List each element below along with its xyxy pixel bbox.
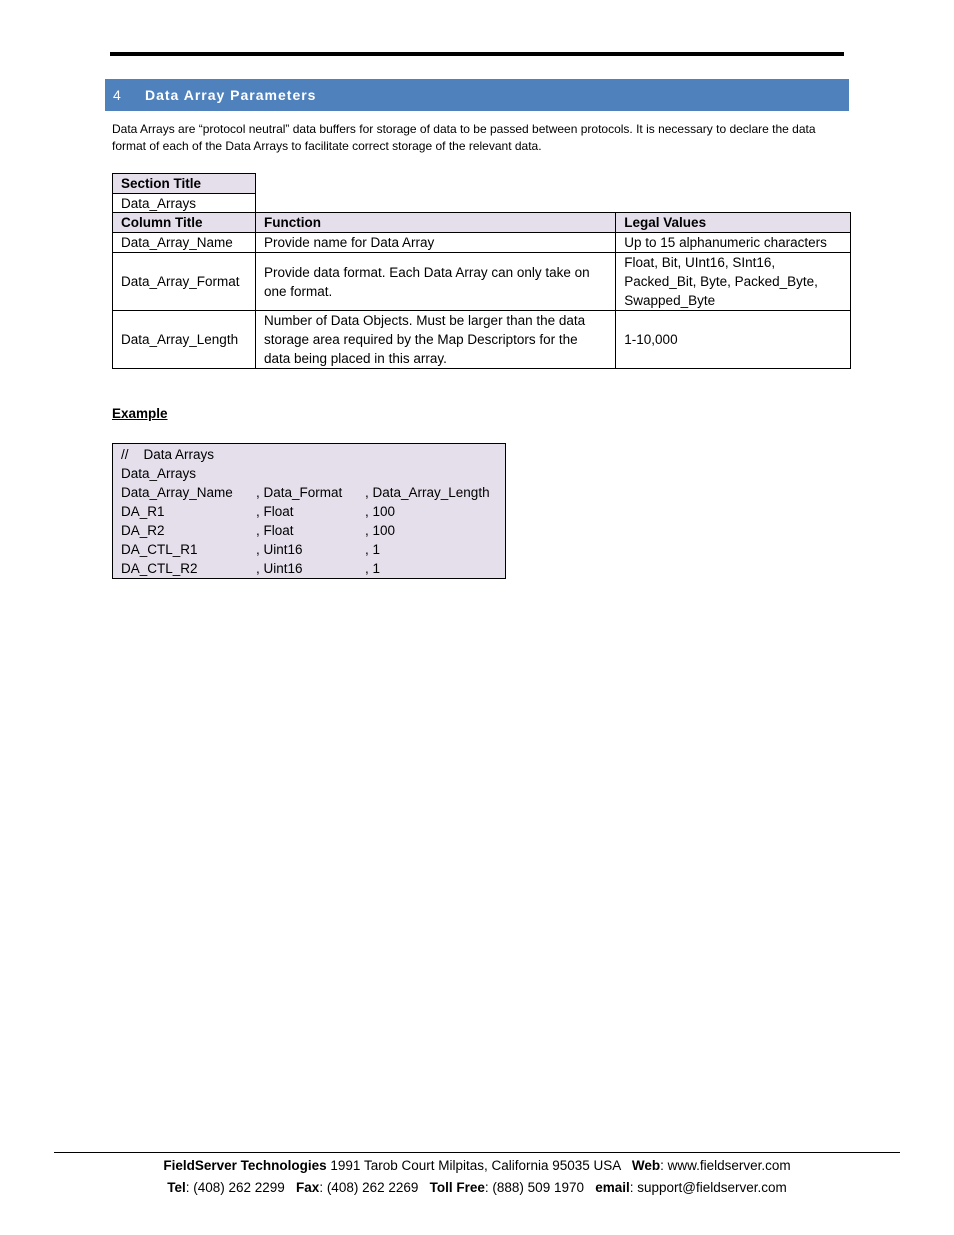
table-cell: Provide data format. Each Data Array can only take on one format. [255, 253, 615, 311]
footer-line-2 [0, 1180, 954, 1195]
table-cell: Float, Bit, UInt16, SInt16, Packed_Bit, Byte, Packed_Byte, Swapped_Byte [616, 253, 851, 311]
example-cell: DA_CTL_R2 [121, 561, 198, 576]
table-cell: Up to 15 alphanumeric characters [616, 233, 851, 253]
example-row [121, 521, 497, 540]
footer-tollfree-label: Toll Free [429, 1180, 485, 1195]
table-row [113, 311, 851, 369]
section-title-table [112, 173, 256, 214]
table-cell: Data_Array_Name [113, 233, 256, 253]
example-cell: , Float [256, 523, 294, 538]
column-header: Function [255, 213, 615, 233]
section-title-value: Data_Arrays [113, 194, 256, 214]
example-cell: , Uint16 [256, 542, 303, 557]
table-cell: 1-10,000 [616, 311, 851, 369]
parameters-table [112, 212, 851, 369]
footer-company: FieldServer Technologies [163, 1158, 327, 1173]
section-title: Data Array Parameters [145, 87, 317, 103]
example-comment: // Data Arrays [121, 447, 215, 462]
footer-line-1 [0, 1158, 954, 1173]
example-row [121, 502, 497, 521]
example-cell: DA_R2 [121, 523, 165, 538]
example-row [121, 483, 497, 502]
footer-address: 1991 Tarob Court Milpitas, California 95035 USA [326, 1158, 632, 1173]
example-cell: , Float [256, 504, 294, 519]
example-cell: DA_CTL_R1 [121, 542, 198, 557]
table-header-row [113, 213, 851, 233]
example-cell: , Data_Array_Length [365, 485, 490, 500]
table-cell: Number of Data Objects. Must be larger than the data storage area required by the Map Descriptors for the data being placed in this array. [255, 311, 615, 369]
section-heading [105, 79, 849, 111]
footer-fax: : (408) 262 2269 [319, 1180, 430, 1195]
column-header: Legal Values [616, 213, 851, 233]
example-row [121, 559, 497, 578]
example-cell: , 100 [365, 504, 396, 519]
example-cell: , 1 [365, 542, 381, 557]
example-code-box [112, 443, 506, 579]
example-cell: , Uint16 [256, 561, 303, 576]
example-section: Data_Arrays [121, 466, 197, 481]
example-row [121, 540, 497, 559]
example-heading: Example [112, 406, 168, 421]
footer-rule [54, 1152, 900, 1153]
example-cell: , 100 [365, 523, 396, 538]
table-row [113, 253, 851, 311]
header-rule [110, 52, 844, 56]
intro-paragraph: Data Arrays are “protocol neutral” data buffers for storage of data to be passed between protocols. It is necessary to declare the data format of each of the Data Arrays to facilitate correct storage of the relevant data. [112, 122, 816, 153]
column-header: Column Title [113, 213, 256, 233]
table-cell: Provide name for Data Array [255, 233, 615, 253]
table-cell: Data_Array_Format [113, 253, 256, 311]
table-cell: Data_Array_Length [113, 311, 256, 369]
footer-email-label: email [595, 1180, 630, 1195]
footer-tollfree: : (888) 509 1970 [484, 1180, 596, 1195]
section-number: 4 [113, 87, 121, 103]
example-cell: Data_Array_Name [121, 485, 233, 500]
example-cell: DA_R1 [121, 504, 165, 519]
section-title-header: Section Title [113, 174, 256, 194]
footer-email-link[interactable]: : support@fieldserver.com [629, 1180, 787, 1195]
example-cell: , Data_Format [256, 485, 343, 500]
footer-web-label: Web [631, 1158, 661, 1173]
example-cell: , 1 [365, 561, 381, 576]
footer-web-link[interactable]: : www.fieldserver.com [660, 1158, 791, 1173]
footer-fax-label: Fax [296, 1180, 320, 1195]
footer-tel: : (408) 262 2299 [185, 1180, 297, 1195]
table-row [113, 233, 851, 253]
footer-tel-label: Tel [167, 1180, 186, 1195]
